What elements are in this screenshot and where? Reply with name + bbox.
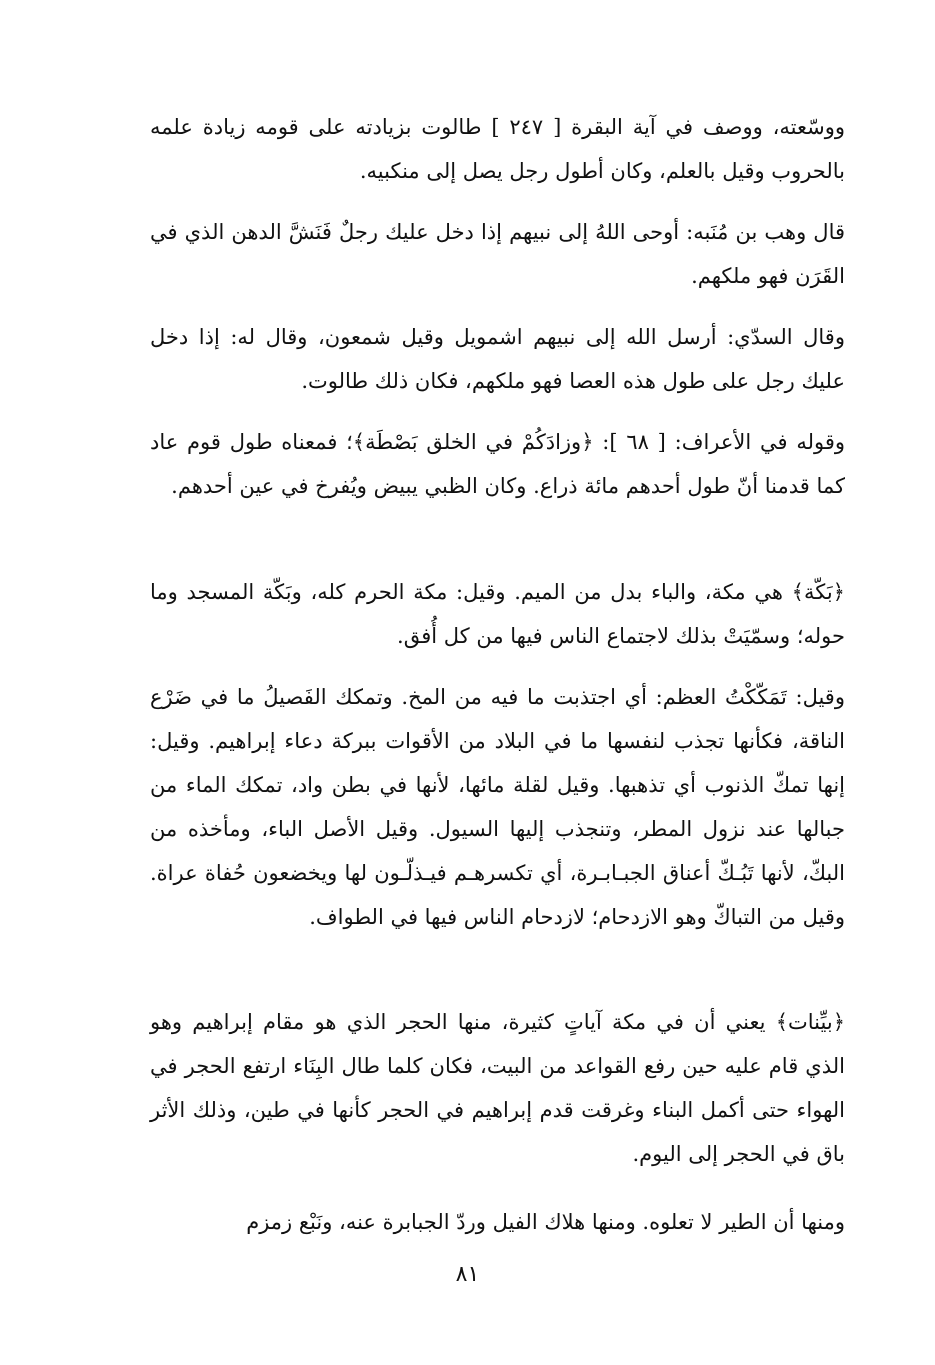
page-number: ٨١ xyxy=(455,1262,480,1287)
paragraph-araf-verse: وقوله في الأعراف: [ ٦٨ ]: ﴿وزادَكُمْ في الخلق بَصْطَة﴾؛ فمعناه طول قوم عاد كما قدمنا أنّ طول أحدهم مائة ذراع. وكان الظبي يبيض ويُفرخ في عين أحدهم. xyxy=(150,430,846,498)
paragraph-bakka: ﴿بَكّة﴾ هي مكة، والباء بدل من الميم. وقيل: مكة الحرم كله، وبَكّة المسجد وما حوله؛ وسمّيَتْ بذلك لاجتماع الناس فيها من كل أُفق. xyxy=(150,580,845,648)
paragraph-suddi-quote: وقال السدّي: أرسل الله إلى نبيهم اشمويل وقيل شمعون، وقال له: إذا دخل عليك رجل على طول هذه العصا فهو ملكهم، فكان ذلك طالوت. xyxy=(150,325,845,393)
paragraph-wahb-quote: قال وهب بن مُنَبه: أوحى اللهُ إلى نبيهم إذا دخل عليك رجلٌ فَنَشَّ الدهن الذي في القَرَن فهو ملكهم. xyxy=(150,220,845,288)
paragraph-makka-etymology: وقيل: تَمَكّكْتُ العظم: أي اجتذبت ما فيه من المخ. وتمكك الفَصيلُ ما في ضَرْع الناقة، فكأنها تجذب لنفسها ما في البلاد من الأقوات ببركة دعاء إبراهيم. وقيل: إنها تمكّ الذنوب أي تذهبها. وقيل لقلة مائها، لأنها في بطن واد، تمكك الماء من جبالها عند نزول المطر، وتنجذب إليها السيول. وقيل الأصل الباء، ومأخذه من البكّ، لأنها تَبُـكّ أعناق الجبـابـرة، أي تكسرهـم فيـذلّـون لها ويخضعون حُفاة عراة. وقيل من التباكّ وهو الازدحام؛ لازدحام الناس فيها في الطواف. xyxy=(150,685,845,929)
paragraph-talut-knowledge: ووسّعته، ووصف في آية البقرة [ ٢٤٧ ] طالوت بزيادته على قومه زيادة علمه بالحروب وقيل بالعلم، وكان أطول رجل يصل إلى منكبيه. xyxy=(150,115,845,183)
paragraph-birds-zamzam: ومنها أن الطير لا تعلوه. ومنها هلاك الفيل وردّ الجبابرة عنه، ونَبْع زمزم xyxy=(246,1210,845,1234)
paragraph-clear-signs: ﴿بيِّنات﴾ يعني أن في مكة آياتٍ كثيرة، منها الحجر الذي هو مقام إبراهيم وهو الذي قام عليه حين رفع القواعد من البيت، فكان كلما طال البِنَاء ارتفع الحجر في الهواء حتى أكمل البناء وغرقت قدم إبراهيم في الحجر كأنها في طين، وذلك الأثر باق في الحجر إلى اليوم. xyxy=(150,1010,845,1166)
